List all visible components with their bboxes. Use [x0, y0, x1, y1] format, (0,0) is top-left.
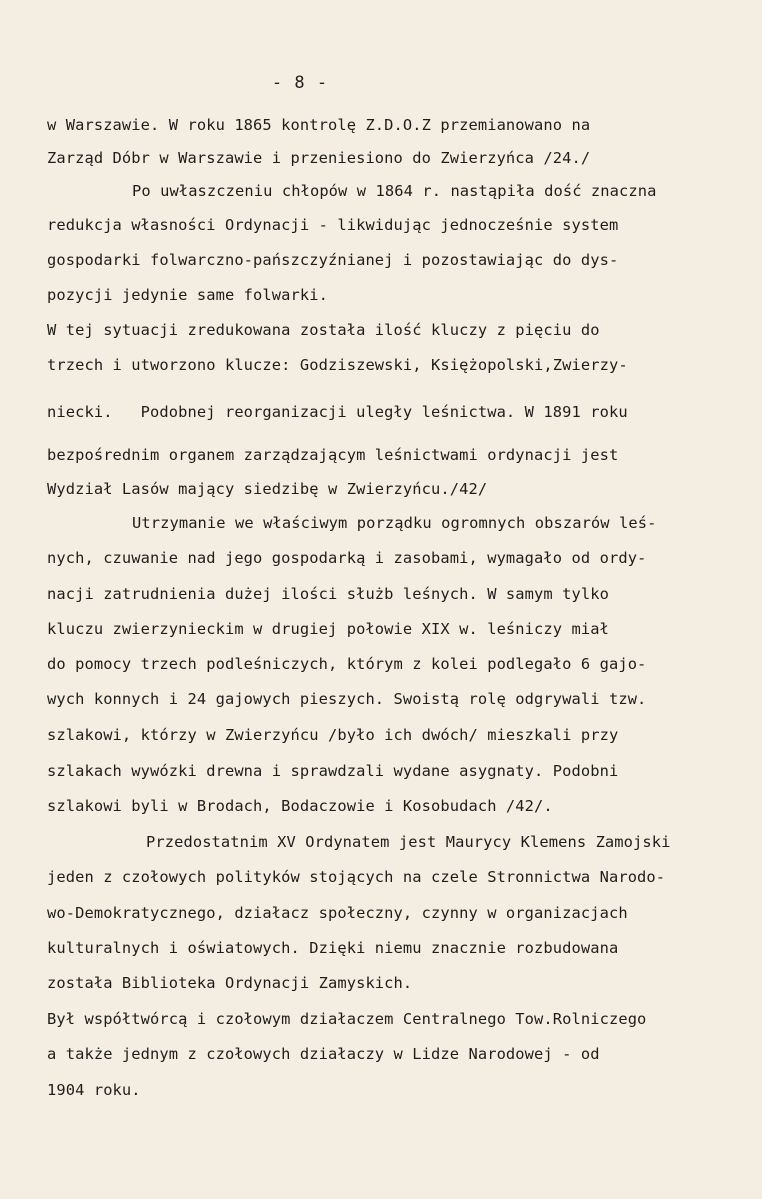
text-line: kluczu zwierzynieckim w drugiej połowie XIX w. leśniczy miał: [47, 620, 609, 638]
text-line: 1904 roku.: [47, 1081, 141, 1099]
text-line: została Biblioteka Ordynacji Zamyskich.: [47, 974, 413, 992]
text-line: gospodarki folwarczno-pańszczyźnianej i pozostawiając do dys-: [47, 251, 619, 269]
text-line: jeden z czołowych polityków stojących na czele Stronnictwa Narodo-: [47, 868, 666, 886]
text-line: kulturalnych i oświatowych. Dzięki niemu znacznie rozbudowana: [47, 939, 619, 957]
text-line: Zarząd Dóbr w Warszawie i przeniesiono do Zwierzyńca /24./: [47, 149, 591, 167]
text-line: bezpośrednim organem zarządzającym leśnictwami ordynacji jest: [47, 446, 619, 464]
text-line: Był współtwórcą i czołowym działaczem Centralnego Tow.Rolniczego: [47, 1010, 647, 1028]
text-line: szlakowi byli w Brodach, Bodaczowie i Kosobudach /42/.: [47, 797, 553, 815]
text-line: do pomocy trzech podleśniczych, którym z kolei podlegało 6 gajo-: [47, 655, 647, 673]
text-line: W tej sytuacji zredukowana została ilość kluczy z pięciu do: [47, 321, 600, 339]
text-line: szlakach wywózki drewna i sprawdzali wydane asygnaty. Podobni: [47, 762, 619, 780]
text-line: Po uwłaszczeniu chłopów w 1864 r. nastąpiła dość znaczna: [132, 182, 657, 200]
text-line: wo-Demokratycznego, działacz społeczny, czynny w organizacjach: [47, 904, 628, 922]
text-line: w Warszawie. W roku 1865 kontrolę Z.D.O.Z przemianowano na: [47, 116, 591, 134]
text-line: redukcja własności Ordynacji - likwidując jednocześnie system: [47, 216, 619, 234]
text-line: nych, czuwanie nad jego gospodarką i zasobami, wymagało od ordy-: [47, 549, 647, 567]
text-line: a także jednym z czołowych działaczy w Lidze Narodowej - od: [47, 1045, 600, 1063]
page-number: - 8 -: [271, 73, 329, 93]
text-line: trzech i utworzono klucze: Godziszewski, Księżopolski,Zwierzy-: [47, 356, 628, 374]
text-line: Wydział Lasów mający siedzibę w Zwierzyńcu./42/: [47, 480, 488, 498]
text-line: Przedostatnim XV Ordynatem jest Maurycy Klemens Zamojski: [146, 833, 671, 851]
text-line: pozycji jedynie same folwarki.: [47, 286, 328, 304]
text-line: Utrzymanie we właściwym porządku ogromnych obszarów leś-: [132, 514, 657, 532]
text-line: wych konnych i 24 gajowych pieszych. Swoistą rolę odgrywali tzw.: [47, 690, 647, 708]
text-line: nacji zatrudnienia dużej ilości służb leśnych. W samym tylko: [47, 585, 609, 603]
text-line: szlakowi, którzy w Zwierzyńcu /było ich dwóch/ mieszkali przy: [47, 726, 619, 744]
text-line: niecki. Podobnej reorganizacji uległy leśnictwa. W 1891 roku: [47, 403, 628, 421]
